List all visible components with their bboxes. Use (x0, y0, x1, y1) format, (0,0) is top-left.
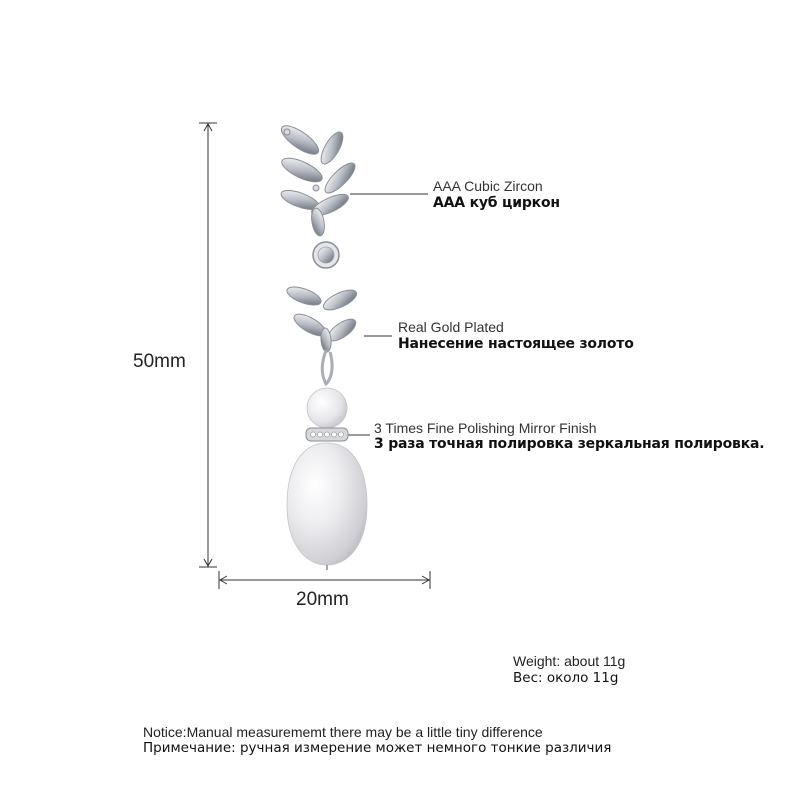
callout-gold-ru: Нанесение настоящее золото (398, 336, 634, 352)
crystal-rondelle (306, 428, 348, 441)
callout-zircon-en: AAA Cubic Zircon (433, 178, 543, 194)
callout-polish-en: 3 Times Fine Polishing Mirror Finish (374, 420, 597, 436)
wire-hook (322, 350, 332, 384)
width-dimension-line (219, 571, 430, 589)
height-dimension-line (199, 123, 217, 567)
callout-leader-lines (344, 194, 428, 435)
width-label: 20mm (296, 589, 349, 610)
callout-polish-ru: 3 раза точная полировка зеркальная полировка. (374, 436, 765, 452)
top-leaf-cluster (277, 121, 359, 237)
notice-en: Notice:Manual measurememt there may be a little tiny difference (143, 724, 543, 740)
notice-ru: Примечание: ручная измерение может немного тонкие различия (143, 740, 612, 756)
round-connector-stone (313, 242, 339, 268)
callout-gold-en: Real Gold Plated (398, 319, 504, 335)
height-label: 50mm (133, 351, 186, 372)
lower-leaf-cluster (285, 283, 360, 352)
small-pearl (307, 388, 347, 428)
callout-zircon-ru: AAA куб циркон (433, 195, 560, 211)
weight-ru: Вес: около 11g (513, 670, 619, 686)
weight-en: Weight: about 11g (513, 653, 626, 669)
teardrop-pearl (287, 443, 367, 565)
